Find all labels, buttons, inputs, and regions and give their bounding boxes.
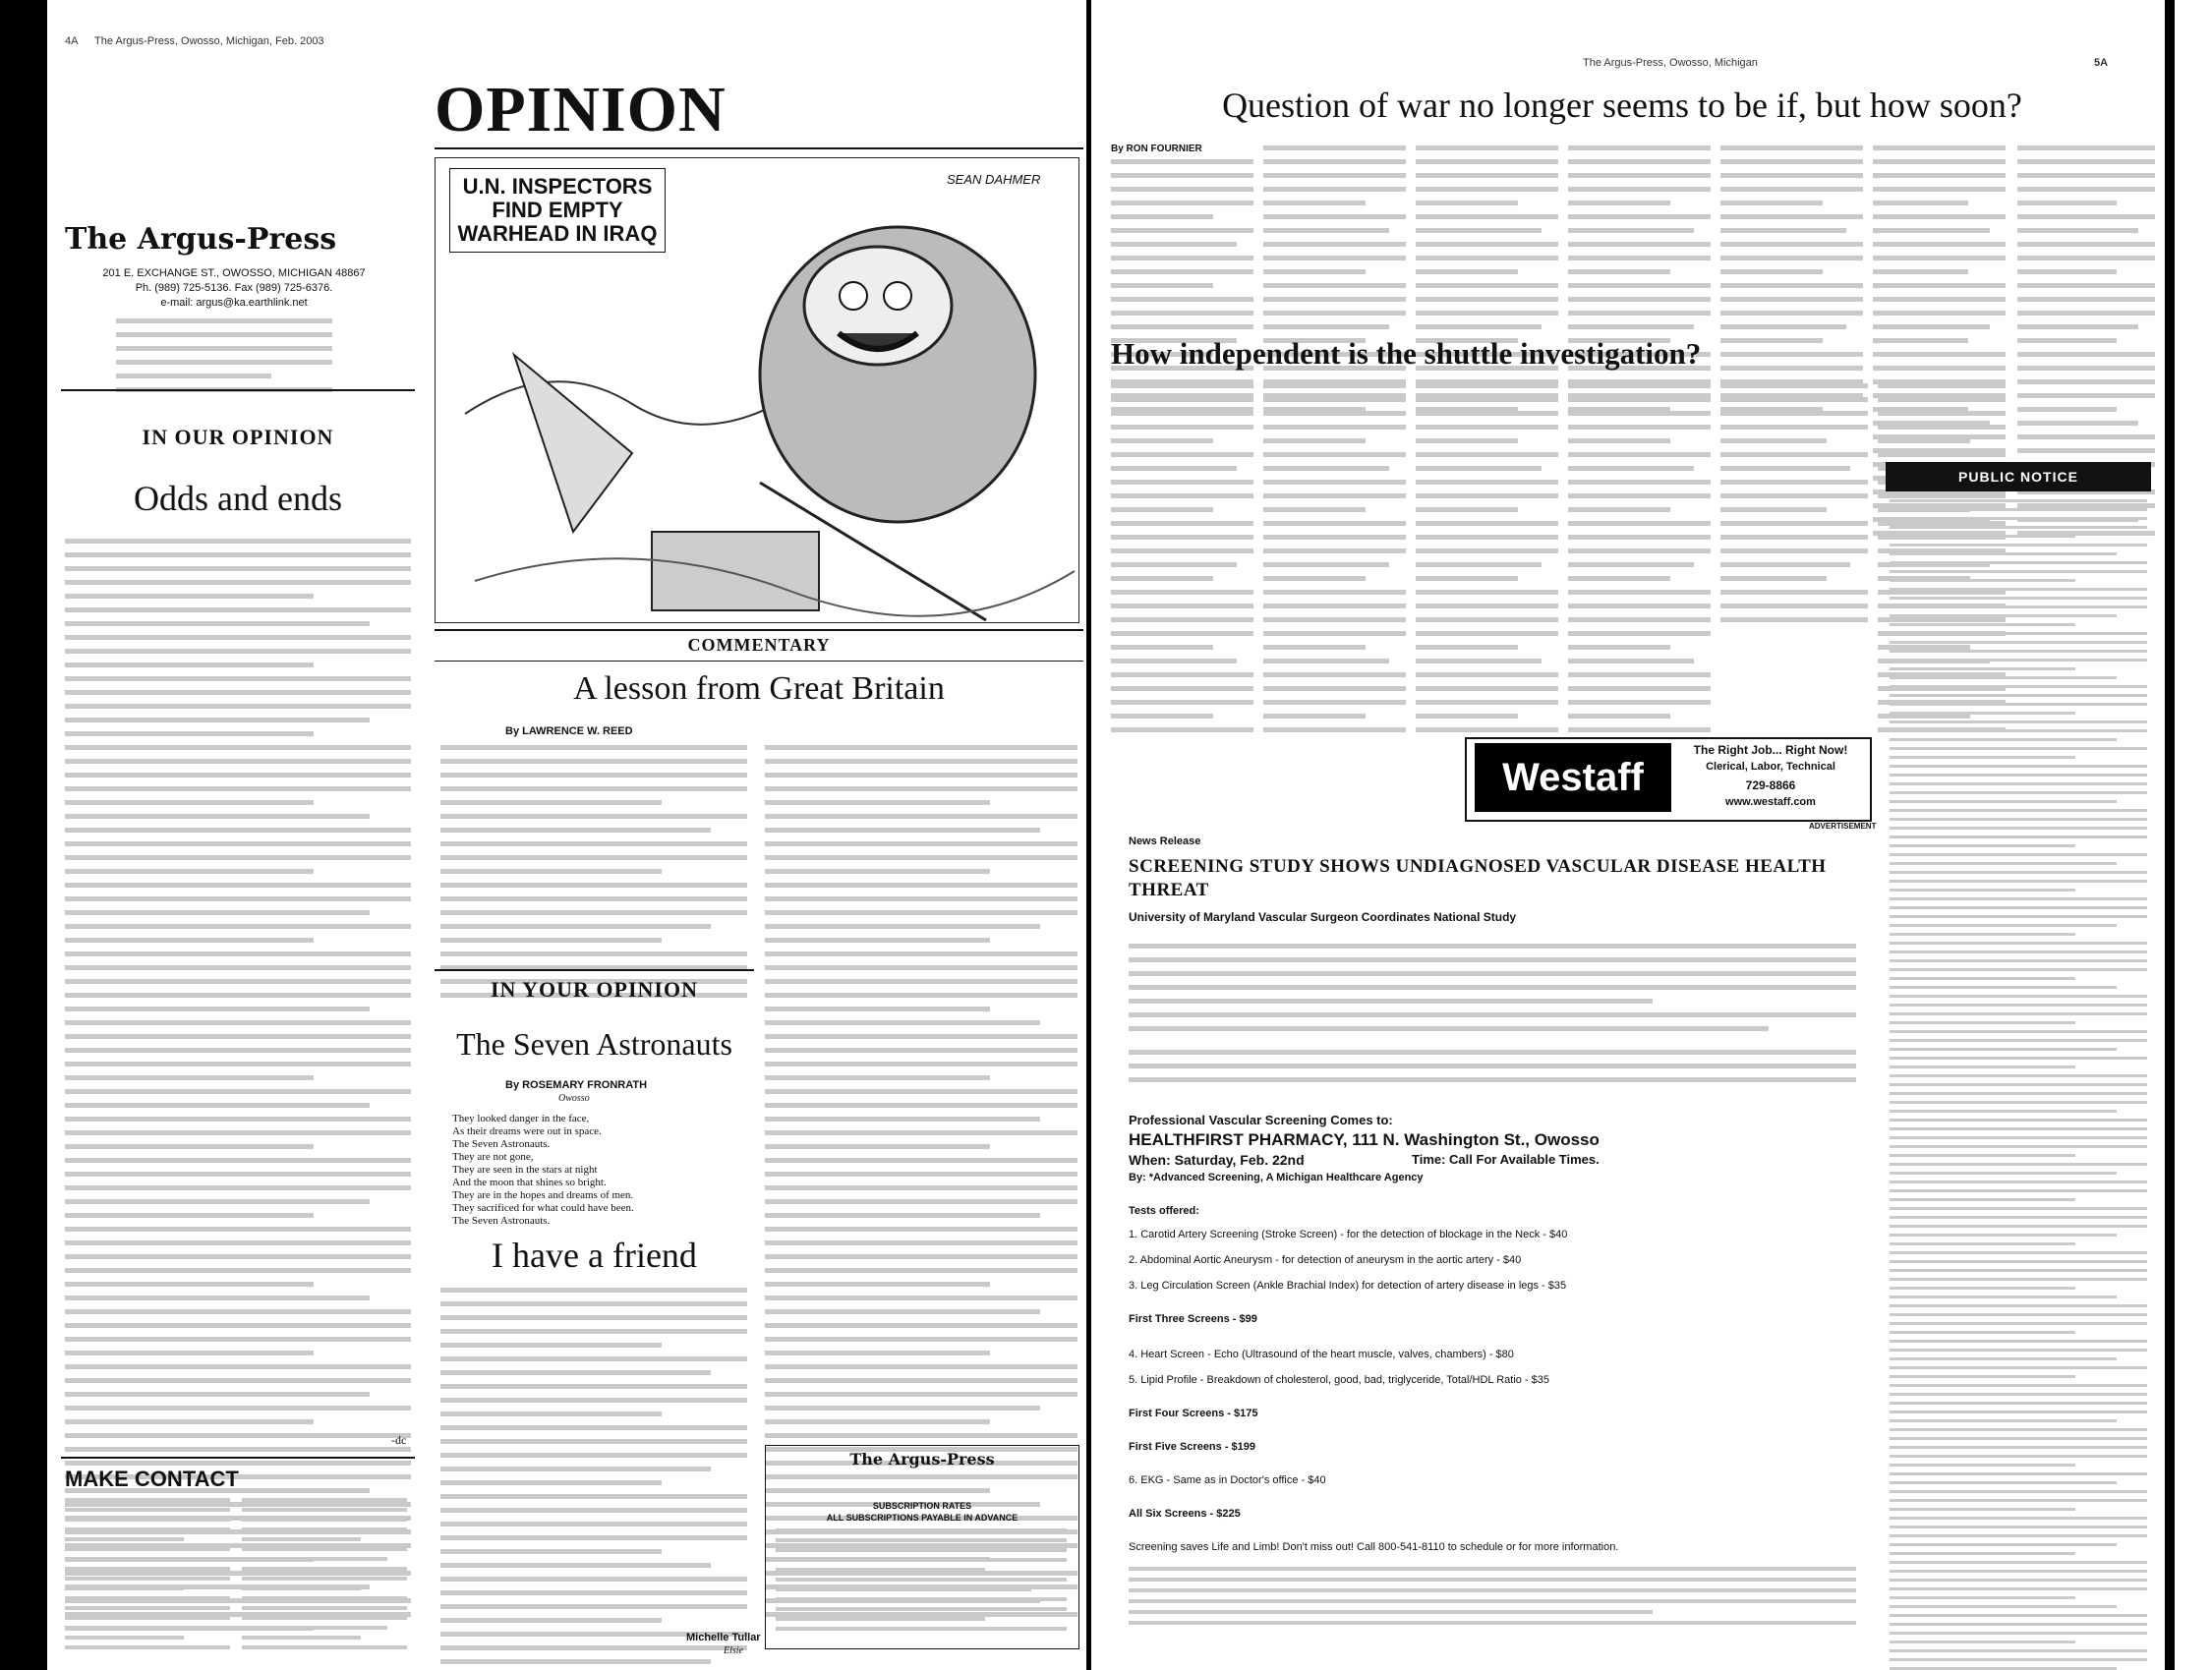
poem1-verse: [452, 1113, 747, 1228]
public-notice-body: [1890, 499, 2147, 1670]
in-our-opinion-label: IN OUR OPINION: [142, 425, 334, 449]
masthead-address: 201 E. EXCHANGE ST., OWOSSO, MICHIGAN 48867: [102, 267, 366, 279]
test-bundle: First Four Screens - $175: [1129, 1408, 1258, 1419]
verse-line: They are in the hopes and dreams of men.: [452, 1189, 634, 1201]
title-rule: [435, 147, 1083, 149]
war-byline: By RON FOURNIER: [1111, 144, 1202, 154]
screening-time: Time: Call For Available Times.: [1412, 1152, 1600, 1167]
subscription-box: [765, 1445, 1079, 1649]
masthead-email: e-mail: argus@ka.earthlink.net: [160, 297, 308, 309]
your-opinion-rule: [435, 969, 754, 971]
contact-list-right: [242, 1498, 407, 1655]
westaff-phone: 729-8866: [1745, 778, 1796, 792]
war-headline: Question of war no longer seems to be if, but how soon?: [1222, 86, 2022, 125]
commentary-label: COMMENTARY: [687, 635, 831, 655]
test-item: 5. Lipid Profile - Breakdown of cholesterol, good, bad, triglyceride, Total/HDL Ratio - $35: [1129, 1374, 1550, 1386]
war-col-1: [1111, 159, 1253, 421]
shuttle-col-3: [1416, 383, 1558, 741]
cartoon-signature: SEAN DAHMER: [947, 172, 1041, 187]
poem1-headline: The Seven Astronauts: [456, 1026, 732, 1062]
public-notice-label: PUBLIC NOTICE: [1886, 462, 2151, 491]
commentary-rule: [435, 629, 1083, 631]
westaff-ad: [1465, 737, 1872, 822]
poem1-byline: By ROSEMARY FRONRATH: [505, 1079, 648, 1091]
war-col-5: [1720, 145, 1863, 421]
test-item: 6. EKG - Same as in Doctor's office - $40: [1129, 1474, 1326, 1486]
right-page-number: 5A: [2094, 57, 2109, 69]
commentary-headline: A lesson from Great Britain: [573, 670, 945, 707]
next-page-edge: [2175, 0, 2212, 1670]
left-page-number: 4A: [65, 35, 79, 47]
test-bundle: First Three Screens - $99: [1129, 1313, 1257, 1325]
sub-box-name: The Argus-Press: [849, 1450, 995, 1468]
westaff-url: www.westaff.com: [1725, 796, 1816, 808]
westaff-logo: Westaff: [1475, 743, 1671, 812]
screening-promo: Professional Vascular Screening Comes to:: [1129, 1113, 1393, 1127]
verse-line: The Seven Astronauts.: [452, 1138, 551, 1150]
test-item: 2. Abdominal Aortic Aneurysm - for detection of aneurysm in the aortic artery - $40: [1129, 1254, 1522, 1266]
verse-line: They are seen in the stars at night: [452, 1164, 598, 1176]
right-running-header: The Argus-Press, Owosso, Michigan: [1583, 57, 1758, 69]
verse-line: They are not gone,: [452, 1151, 534, 1163]
poem1-city: Owosso: [558, 1093, 590, 1104]
verse-line: The Seven Astronauts.: [452, 1215, 551, 1227]
shuttle-col-2: [1263, 383, 1406, 741]
westaff-tagline: The Right Job... Right Now!: [1693, 743, 1848, 757]
masthead-name: The Argus-Press: [65, 222, 337, 257]
war-col-2: [1263, 145, 1406, 421]
commentary-rule-2: [435, 661, 1083, 662]
editorial-cartoon: [435, 157, 1079, 623]
war-col-4: [1568, 145, 1711, 421]
sub-box-line: ALL SUBSCRIPTIONS PAYABLE IN ADVANCE: [826, 1513, 1019, 1523]
test-item: 1. Carotid Artery Screening (Stroke Screen) - for the detection of blockage in the Neck - $40: [1129, 1229, 1568, 1240]
ad-label: ADVERTISEMENT: [1809, 822, 1877, 831]
editorial-headline: Odds and ends: [134, 479, 342, 518]
test-item: 3. Leg Circulation Screen (Ankle Brachial Index) for detection of artery disease in legs - $35: [1129, 1280, 1567, 1292]
verse-line: They sacrificed for what could have been.: [452, 1202, 634, 1214]
poem2-city: Elsie: [724, 1645, 743, 1656]
screening-headline: SCREENING STUDY SHOWS UNDIAGNOSED VASCULAR DISEASE HEALTH THREAT: [1129, 856, 1827, 900]
poem2-headline: I have a friend: [492, 1236, 697, 1275]
poem2-body: [440, 1288, 747, 1670]
contact-rule: [61, 1457, 415, 1459]
sub-box-label: SUBSCRIPTION RATES: [872, 1501, 972, 1511]
right-page: [1091, 0, 2165, 1670]
tests-label: Tests offered:: [1129, 1205, 1199, 1217]
verse-line: As their dreams were out in space.: [452, 1125, 602, 1137]
verse-line: They looked danger in the face,: [452, 1113, 590, 1124]
screening-location: HEALTHFIRST PHARMACY, 111 N. Washington St., Owosso: [1129, 1130, 1600, 1149]
editorial-signoff: -dc: [391, 1433, 407, 1447]
screening-para-1: [1129, 944, 1856, 1040]
cartoon-caption: U.N. INSPECTORS FIND EMPTY WARHEAD IN IRAQ: [449, 168, 666, 253]
commentary-body-col-1: [440, 745, 747, 1007]
shuttle-col-1: [1111, 383, 1253, 741]
screening-para-2: [1129, 1050, 1856, 1091]
shuttle-col-5: [1720, 383, 1868, 631]
sub-box-rates: [776, 1528, 1067, 1637]
left-page: [47, 0, 1086, 1670]
release-kicker: News Release: [1129, 835, 1201, 847]
contact-list-left: [65, 1498, 230, 1655]
poem2-author: Michelle Tullar: [686, 1632, 761, 1643]
make-contact-label: MAKE CONTACT: [65, 1467, 239, 1491]
screening-call: Screening saves Life and Limb! Don't miss out! Call 800-541-8110 to schedule or for more information.: [1129, 1541, 1619, 1553]
masthead-phone: Ph. (989) 725-5136. Fax (989) 725-6376.: [135, 282, 333, 294]
in-your-opinion-label: IN YOUR OPINION: [491, 977, 698, 1002]
test-bundle: All Six Screens - $225: [1129, 1508, 1241, 1520]
screening-subhead: University of Maryland Vascular Surgeon Coordinates National Study: [1129, 910, 1517, 924]
screening-by: By: *Advanced Screening, A Michigan Healthcare Agency: [1129, 1172, 1424, 1183]
screening-when: When: Saturday, Feb. 22nd: [1129, 1152, 1305, 1168]
test-item: 4. Heart Screen - Echo (Ultrasound of the heart muscle, valves, chambers) - $80: [1129, 1349, 1514, 1360]
masthead-rule: [61, 389, 415, 391]
shuttle-col-4: [1568, 383, 1711, 741]
war-col-3: [1416, 145, 1558, 421]
test-bundle: First Five Screens - $199: [1129, 1441, 1256, 1453]
section-title: OPINION: [435, 74, 727, 145]
verse-line: And the moon that shines so bright.: [452, 1177, 607, 1188]
commentary-byline: By LAWRENCE W. REED: [505, 725, 633, 737]
westaff-jobs: Clerical, Labor, Technical: [1706, 761, 1835, 773]
screening-footer-text: [1129, 1567, 1856, 1632]
left-running-header: The Argus-Press, Owosso, Michigan, Feb. 2003: [94, 35, 324, 47]
shuttle-headline: How independent is the shuttle investigation?: [1111, 336, 1702, 371]
